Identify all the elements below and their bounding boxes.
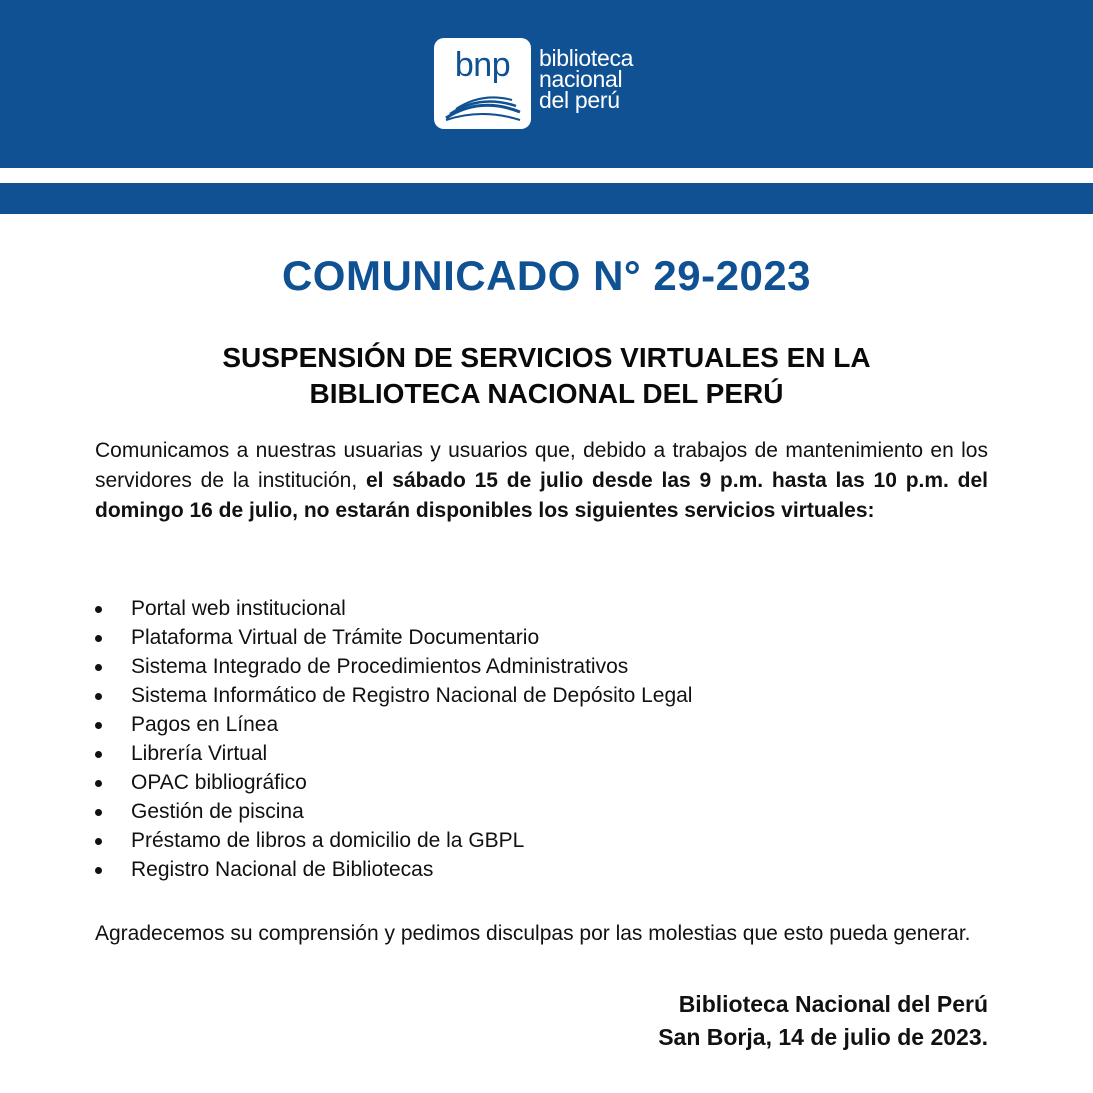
service-label: Sistema Informático de Registro Nacional de Depósito Legal [131, 684, 693, 707]
bullet-icon [95, 780, 102, 787]
document-subtitle [80, 340, 1013, 412]
document-title: COMUNICADO N° 29-2023 [281, 252, 812, 299]
intro-plain-text: Comunicamos a nuestras usuarias y usuarios que, debido a trabajos de mantenimiento en los servidores de la institución, [95, 439, 988, 492]
intro-bold-text: el sábado 15 de julio desde las 9 p.m. hasta las 10 p.m. del domingo 16 de julio, no estarán disponibles los siguientes servicios virtuales: [95, 469, 988, 522]
signature-place-date: San Borja, 14 de julio de 2023. [658, 1024, 988, 1050]
service-label: Plataforma Virtual de Trámite Documentario [131, 626, 540, 649]
list-item [95, 739, 692, 768]
logo-abbreviation: bnp [454, 46, 511, 84]
signature-block [500, 988, 988, 1054]
service-label: Pagos en Línea [131, 713, 279, 736]
signature-institution: Biblioteca Nacional del Perú [678, 991, 988, 1017]
service-label: Sistema Integrado de Procedimientos Administrativos [131, 655, 629, 678]
list-item [95, 623, 692, 652]
logo-line-1: biblioteca [539, 45, 634, 71]
list-item [95, 826, 692, 855]
bullet-icon [95, 722, 102, 729]
list-item [95, 855, 692, 884]
list-item [95, 652, 692, 681]
logo-badge [434, 38, 531, 129]
bullet-icon [95, 838, 102, 845]
subtitle-line-2: BIBLIOTECA NACIONAL DEL PERÚ [309, 378, 784, 409]
service-label: Registro Nacional de Bibliotecas [131, 858, 434, 881]
bullet-icon [95, 751, 102, 758]
book-wave-icon [442, 90, 524, 122]
bullet-icon [95, 606, 102, 613]
list-item [95, 797, 692, 826]
bnp-logo [434, 38, 674, 130]
bullet-icon [95, 809, 102, 816]
service-label: Portal web institucional [131, 597, 346, 620]
list-item [95, 594, 692, 623]
list-item [95, 768, 692, 797]
intro-paragraph [95, 436, 988, 526]
logo-wordmark [539, 45, 634, 113]
service-label: Préstamo de libros a domicilio de la GBPL [131, 829, 525, 852]
bullet-icon [95, 664, 102, 671]
service-label: Librería Virtual [131, 742, 268, 765]
bullet-icon [95, 635, 102, 642]
header-band [0, 0, 1093, 168]
header-stripe [0, 183, 1093, 214]
closing-paragraph: Agradecemos su comprensión y pedimos disculpas por las molestias que esto pueda generar. [95, 922, 971, 945]
list-item [95, 710, 692, 739]
bullet-icon [95, 693, 102, 700]
logo-line-2: nacional [539, 66, 623, 92]
service-label: OPAC bibliográfico [131, 771, 307, 794]
bullet-icon [95, 867, 102, 874]
logo-line-3: del perú [539, 87, 620, 113]
service-label: Gestión de piscina [131, 800, 304, 823]
services-list [95, 594, 692, 884]
list-item [95, 681, 692, 710]
subtitle-line-1: SUSPENSIÓN DE SERVICIOS VIRTUALES EN LA [222, 342, 871, 373]
